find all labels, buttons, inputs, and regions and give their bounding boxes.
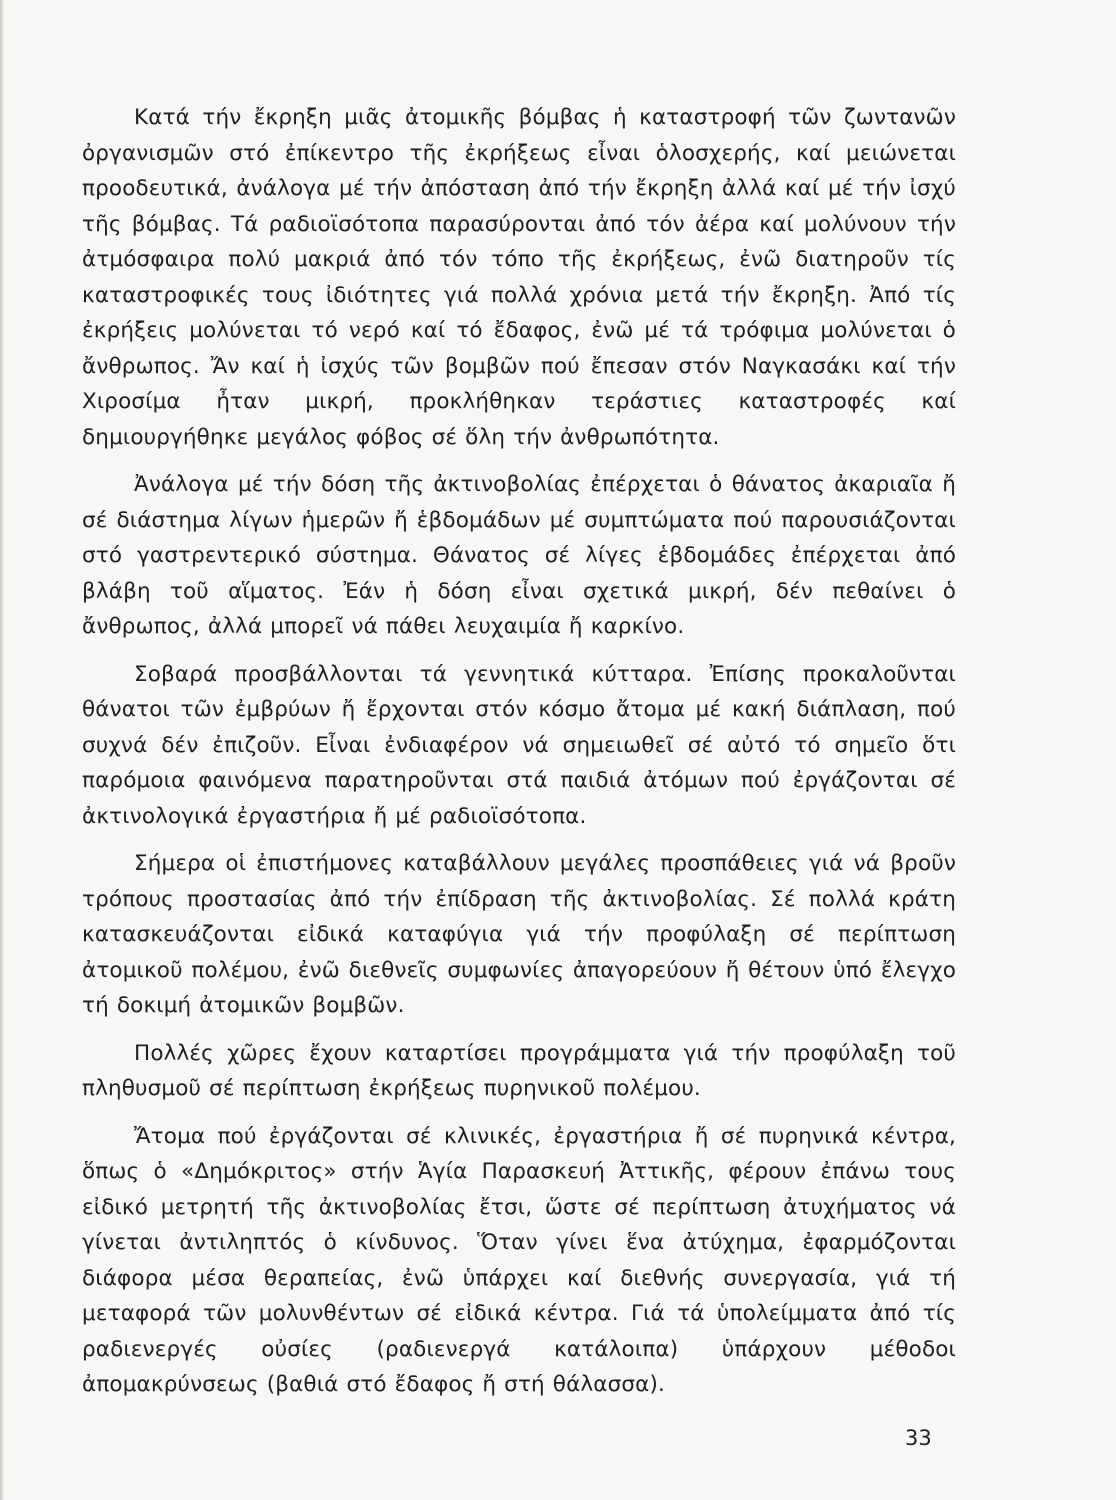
body-text (82, 100, 956, 1403)
paragraph-3: Σοβαρά προσβάλλονται τά γεννητικά κύτταρα. Ἐπίσης προκαλοῦνται θάνατοι τῶν ἐμβρύων ἤ ἔρχονται στόν κόσμο ἄτομα μέ κακή διάπλαση, πού συχνά δέν ἐπιζοῦν. Εἶναι ἐνδιαφέρον νά σημειωθεῖ σέ αὐτό τό σημεῖο ὅτι παρόμοια φαινόμενα παρατηροῦνται στά παιδιά ἀτόμων πού ἐργάζονται σέ ἀκτινολογικά ἐργαστήρια ἤ μέ ραδιοϊσότοπα. (82, 661, 956, 829)
page-edge-shadow (0, 0, 4, 1500)
paragraph-1: Κατά τήν ἔκρηξη μιᾶς ἀτομικῆς βόμβας ἡ καταστροφή τῶν ζωντανῶν ὀργανισμῶν στό ἐπίκεντρο τῆς ἐκρήξεως εἶναι ὁλοσχερής, καί μειώνεται προοδευτικά, ἀνάλογα μέ τήν ἀπόσταση ἀπό τήν ἔκρηξη ἀλλά καί μέ τήν ἰσχύ τῆς βόμβας. Τά ραδιοϊσότοπα παρασύρονται ἀπό τόν ἀέρα καί μολύνουν τήν ἀτμόσφαιρα πολύ μακριά ἀπό τόν τόπο τῆς ἐκρήξεως, ἐνῶ διατηροῦν τίς καταστροφικές τους ἰδιότητες γιά πολλά χρόνια μετά τήν ἔκρηξη. Ἀπό τίς ἐκρήξεις μολύνεται τό νερό καί τό ἔδαφος, ἐνῶ μέ τά τρόφιμα μολύνεται ὁ ἄνθρωπος. Ἄν καί ἡ ἰσχύς τῶν βομβῶν πού ἔπεσαν στόν Ναγκασάκι καί τήν Χιροσίμα ἦταν μικρή, προκλήθηκαν τεράστιες καταστροφές καί δημιουργήθηκε μεγάλος φόβος σέ ὅλη τήν ἀνθρωπότητα. (82, 105, 956, 450)
paragraph-5: Πολλές χῶρες ἔχουν καταρτίσει προγράμματα γιά τήν προφύλαξη τοῦ πληθυσμοῦ σέ περίπτωση ἐκρήξεως πυρηνικοῦ πολέμου. (82, 1040, 956, 1101)
paragraph-6: Ἄτομα πού ἐργάζονται σέ κλινικές, ἐργαστήρια ἤ σέ πυρηνικά κέντρα, ὅπως ὁ «Δημόκριτος» στήν Ἁγία Παρασκευή Ἀττικῆς, φέρουν ἐπάνω τους εἰδικό μετρητή τῆς ἀκτινοβολίας ἔτσι, ὥστε σέ περίπτωση ἀτυχήματος νά γίνεται ἀντιληπτός ὁ κίνδυνος. Ὅταν γίνει ἕνα ἀτύχημα, ἐφαρμόζονται διάφορα μέσα θεραπείας, ἐνῶ ὑπάρχει καί διεθνής συνεργασία, γιά τή μεταφορά τῶν μολυνθέντων σέ εἰδικά κέντρα. Γιά τά ὑπολείμματα ἀπό τίς ραδιενεργές οὐσίες (ραδιενεργά κατάλοιπα) ὑπάρχουν μέθοδοι ἀπομακρύνσεως (βαθιά στό ἔδαφος ἤ στή θάλασσα). (82, 1123, 956, 1397)
paragraph-2: Ἀνάλογα μέ τήν δόση τῆς ἀκτινοβολίας ἐπέρχεται ὁ θάνατος ἀκαριαῖα ἤ σέ διάστημα λίγων ἡμερῶν ἤ ἑβδομάδων μέ συμπτώματα πού παρουσιάζονται στό γαστρεντερικό σύστημα. Θάνατος σέ λίγες ἑβδομάδες ἐπέρχεται ἀπό βλάβη τοῦ αἵματος. Ἐάν ἡ δόση εἶναι σχετικά μικρή, δέν πεθαίνει ὁ ἄνθρωπος, ἀλλά μπορεῖ νά πάθει λευχαιμία ἤ καρκίνο. (82, 472, 956, 639)
paragraph-4: Σήμερα οἱ ἐπιστήμονες καταβάλλουν μεγάλες προσπάθειες γιά νά βροῦν τρόπους προστασίας ἀπό τήν ἐπίδραση τῆς ἀκτινοβολίας. Σέ πολλά κράτη κατασκευάζονται εἰδικά καταφύγια γιά τήν προφύλαξη σέ περίπτωση ἀτομικοῦ πολέμου, ἐνῶ διεθνεῖς συμφωνίες ἀπαγορεύουν ἤ θέτουν ὑπό ἔλεγχο τή δοκιμή ἀτομικῶν βομβῶν. (82, 851, 956, 1018)
page-number: 33 (905, 1426, 932, 1450)
